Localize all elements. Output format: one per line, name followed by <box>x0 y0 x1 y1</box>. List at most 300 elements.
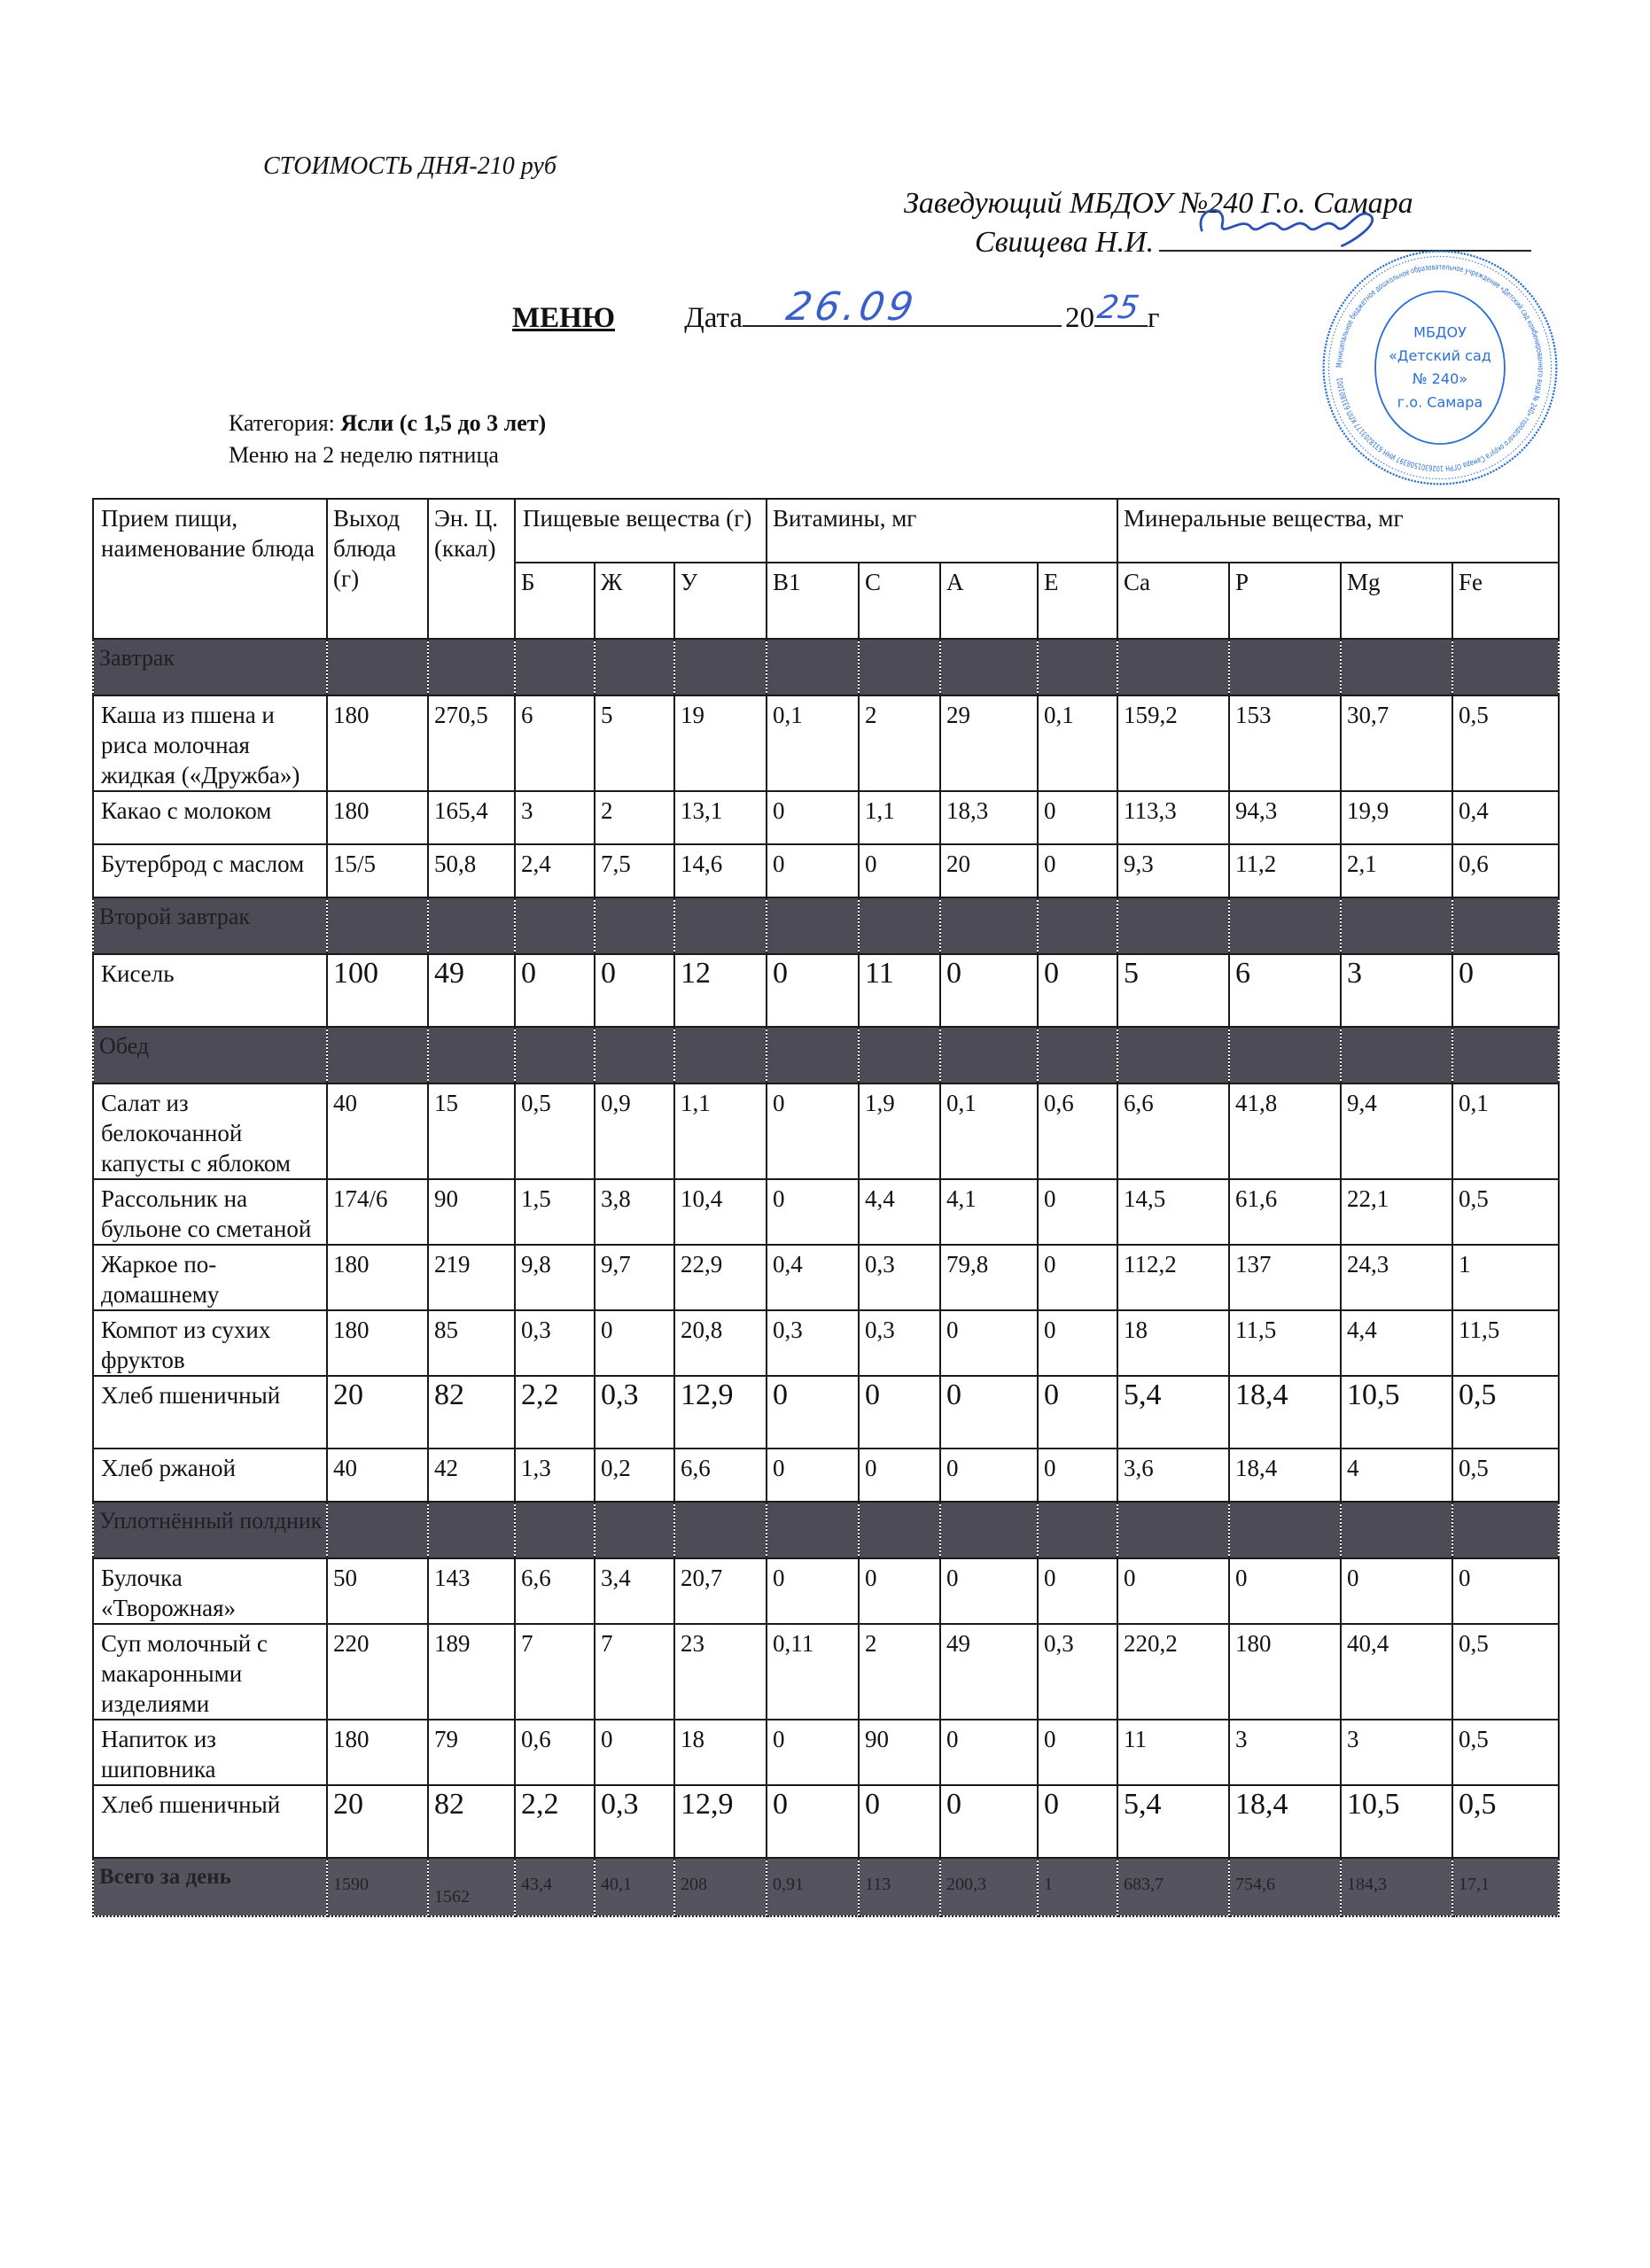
total-label: Всего за день <box>93 1858 327 1916</box>
stamp-line-1: МБДОУ <box>1413 323 1467 341</box>
value-cell: 2 <box>595 791 674 844</box>
value-cell: 0 <box>595 1310 674 1376</box>
table-row <box>93 1245 1559 1310</box>
total-value-text: 200,3 <box>946 1875 986 1894</box>
total-value-text: 113 <box>865 1875 891 1894</box>
value-cell: 6,6 <box>674 1449 767 1502</box>
value-cell: 61,6 <box>1229 1179 1341 1245</box>
value-cell: 1,1 <box>859 791 940 844</box>
total-value-text: 1590 <box>333 1875 369 1894</box>
value-cell: 6,6 <box>515 1558 595 1624</box>
value-cell: 0 <box>1038 954 1117 1027</box>
table-row <box>93 1558 1559 1624</box>
col-header-sub: A <box>940 563 1038 639</box>
section-cell <box>327 639 428 695</box>
value-cell: 0,5 <box>1452 1449 1559 1502</box>
value-cell: 90 <box>428 1179 515 1245</box>
value-cell: 0 <box>940 954 1038 1027</box>
value-cell: 0,5 <box>1452 1179 1559 1245</box>
total-value-text: 1562 <box>434 1887 470 1907</box>
section-cell <box>1341 1027 1452 1084</box>
section-cell <box>515 897 595 954</box>
value-cell: 40 <box>327 1084 428 1179</box>
section-cell <box>859 1502 940 1558</box>
value-cell: 20,7 <box>674 1558 767 1624</box>
section-cell <box>859 1027 940 1084</box>
category-label: Категория: <box>229 410 335 436</box>
menu-title: МЕНЮ <box>512 302 615 334</box>
value-cell: 0,5 <box>1452 695 1559 791</box>
total-value-text: 43,4 <box>521 1875 552 1894</box>
value-cell: 90 <box>859 1720 940 1785</box>
section-cell <box>1229 639 1341 695</box>
section-cell <box>1341 897 1452 954</box>
value-cell: 0 <box>1452 954 1559 1027</box>
svg-text:Муниципальное бюджетное дошкол <box>1335 263 1545 472</box>
total-value-text: 683,7 <box>1124 1875 1164 1894</box>
menu-table <box>92 498 1560 1917</box>
section-cell <box>1452 1027 1559 1084</box>
value-cell: 0 <box>1038 791 1117 844</box>
value-cell: 0 <box>940 1449 1038 1502</box>
col-header-sub: P <box>1229 563 1341 639</box>
section-cell <box>1452 897 1559 954</box>
value-cell: 0,5 <box>1452 1624 1559 1720</box>
table-row <box>93 1449 1559 1502</box>
section-cell <box>1038 897 1117 954</box>
menu-heading <box>512 284 1160 335</box>
value-cell: 6,6 <box>1117 1084 1229 1179</box>
value-cell: 4,4 <box>859 1179 940 1245</box>
value-cell: 0 <box>940 1785 1038 1858</box>
value-cell: 0 <box>767 1720 859 1785</box>
section-cell <box>1229 1502 1341 1558</box>
section-cell <box>327 1027 428 1084</box>
value-cell: 6 <box>1229 954 1341 1027</box>
value-cell: 0 <box>1038 1179 1117 1245</box>
value-cell: 6 <box>515 695 595 791</box>
value-cell: 7 <box>595 1624 674 1720</box>
value-cell: 18 <box>1117 1310 1229 1376</box>
value-cell: 0,5 <box>1452 1785 1559 1858</box>
value-cell: 0 <box>1038 1720 1117 1785</box>
value-cell: 0,2 <box>595 1449 674 1502</box>
section-cell <box>1452 639 1559 695</box>
stamp-ring-text: Муниципальное бюджетное дошкольное образовательное учреждение «Детский сад комбинированного вида № 240» городского округа Самара ОГРН 1026301508397 ИНН 6318203177 КПП 631801001 <box>1335 263 1545 472</box>
value-cell: 0 <box>859 1785 940 1858</box>
value-cell: 270,5 <box>428 695 515 791</box>
value-cell: 0 <box>1038 1449 1117 1502</box>
table-row <box>93 1376 1559 1449</box>
dish-name: Хлеб пшеничный <box>93 1376 327 1449</box>
value-cell: 41,8 <box>1229 1084 1341 1179</box>
institution-stamp-icon <box>1320 248 1560 487</box>
value-cell: 0,6 <box>1452 844 1559 897</box>
approver-title: Заведующий МБДОУ №240 Г.о. Самара <box>904 187 1413 220</box>
value-cell: 0 <box>767 1179 859 1245</box>
value-cell: 18,4 <box>1229 1376 1341 1449</box>
value-cell: 15 <box>428 1084 515 1179</box>
value-cell: 12 <box>674 954 767 1027</box>
value-cell: 0,6 <box>515 1720 595 1785</box>
value-cell: 79 <box>428 1720 515 1785</box>
total-value <box>859 1858 940 1916</box>
year-field <box>1094 290 1148 327</box>
value-cell: 19 <box>674 695 767 791</box>
dish-name: Бутерброд с маслом <box>93 844 327 897</box>
table-row <box>93 1310 1559 1376</box>
total-value <box>595 1858 674 1916</box>
total-value <box>1452 1858 1559 1916</box>
total-value <box>327 1858 428 1916</box>
value-cell: 50,8 <box>428 844 515 897</box>
value-cell: 2 <box>859 695 940 791</box>
value-cell: 20 <box>940 844 1038 897</box>
section-cell <box>859 897 940 954</box>
value-cell: 7,5 <box>595 844 674 897</box>
value-cell: 0,11 <box>767 1624 859 1720</box>
value-cell: 9,3 <box>1117 844 1229 897</box>
section-cell <box>1341 1502 1452 1558</box>
value-cell: 23 <box>674 1624 767 1720</box>
value-cell: 0 <box>1038 1310 1117 1376</box>
menu-week: Меню на 2 неделю пятница <box>229 442 499 468</box>
section-cell <box>515 1027 595 1084</box>
section-row <box>93 1027 1559 1084</box>
value-cell: 29 <box>940 695 1038 791</box>
total-value-text: 754,6 <box>1235 1875 1275 1894</box>
dish-name: Напиток из шиповника <box>93 1720 327 1785</box>
section-cell <box>767 639 859 695</box>
section-cell <box>859 639 940 695</box>
value-cell: 0 <box>595 1720 674 1785</box>
col-header-name: Прием пищи, наименование блюда <box>93 499 327 639</box>
section-cell <box>1117 1502 1229 1558</box>
value-cell: 22,9 <box>674 1245 767 1310</box>
value-cell: 0,1 <box>1038 695 1117 791</box>
value-cell: 12,9 <box>674 1376 767 1449</box>
value-cell: 220,2 <box>1117 1624 1229 1720</box>
value-cell: 174/6 <box>327 1179 428 1245</box>
value-cell: 0,6 <box>1038 1084 1117 1179</box>
section-cell <box>940 1502 1038 1558</box>
value-cell: 0 <box>767 1376 859 1449</box>
table-row <box>93 1179 1559 1245</box>
section-cell <box>1341 639 1452 695</box>
year-prefix: 20 <box>1065 302 1095 334</box>
total-value <box>1229 1858 1341 1916</box>
col-header-sub: У <box>674 563 767 639</box>
value-cell: 0,9 <box>595 1084 674 1179</box>
value-cell: 1,9 <box>859 1084 940 1179</box>
total-value-text: 0,91 <box>773 1875 804 1894</box>
value-cell: 24,3 <box>1341 1245 1452 1310</box>
total-value <box>1341 1858 1452 1916</box>
value-cell: 7 <box>515 1624 595 1720</box>
total-value-text: 208 <box>681 1875 707 1894</box>
value-cell: 0,1 <box>1452 1084 1559 1179</box>
value-cell: 49 <box>428 954 515 1027</box>
section-cell <box>1452 1502 1559 1558</box>
value-cell: 113,3 <box>1117 791 1229 844</box>
value-cell: 0,5 <box>515 1084 595 1179</box>
value-cell: 0,3 <box>595 1376 674 1449</box>
value-cell: 42 <box>428 1449 515 1502</box>
section-cell <box>428 639 515 695</box>
section-cell <box>674 897 767 954</box>
value-cell: 79,8 <box>940 1245 1038 1310</box>
value-cell: 0,5 <box>1452 1720 1559 1785</box>
approver-name: Свищева Н.И. <box>975 226 1155 259</box>
value-cell: 2,4 <box>515 844 595 897</box>
value-cell: 0 <box>767 1084 859 1179</box>
value-cell: 0 <box>1452 1558 1559 1624</box>
value-cell: 189 <box>428 1624 515 1720</box>
value-cell: 40,4 <box>1341 1624 1452 1720</box>
value-cell: 94,3 <box>1229 791 1341 844</box>
value-cell: 5 <box>1117 954 1229 1027</box>
section-row <box>93 1502 1559 1558</box>
value-cell: 2,2 <box>515 1785 595 1858</box>
col-header-sub: Ж <box>595 563 674 639</box>
section-cell <box>428 1502 515 1558</box>
section-cell <box>515 1502 595 1558</box>
total-value <box>767 1858 859 1916</box>
header-row-groups <box>93 499 1559 563</box>
value-cell: 180 <box>327 791 428 844</box>
col-header-yield: Выход блюда (г) <box>327 499 428 639</box>
value-cell: 14,6 <box>674 844 767 897</box>
col-header-vitamins: Витамины, мг <box>767 499 1117 563</box>
value-cell: 0 <box>767 954 859 1027</box>
value-cell: 3 <box>1341 1720 1452 1785</box>
value-cell: 20 <box>327 1785 428 1858</box>
category-value: Ясли (с 1,5 до 3 лет) <box>340 410 547 436</box>
table-row <box>93 695 1559 791</box>
section-cell <box>674 1027 767 1084</box>
value-cell: 0 <box>859 1376 940 1449</box>
value-cell: 11,2 <box>1229 844 1341 897</box>
value-cell: 4,1 <box>940 1179 1038 1245</box>
dish-name: Салат из белокочанной капусты с яблоком <box>93 1084 327 1179</box>
section-cell <box>1038 1027 1117 1084</box>
value-cell: 180 <box>1229 1624 1341 1720</box>
value-cell: 0 <box>515 954 595 1027</box>
value-cell: 3 <box>1341 954 1452 1027</box>
value-cell: 10,5 <box>1341 1785 1452 1858</box>
value-cell: 159,2 <box>1117 695 1229 791</box>
value-cell: 11,5 <box>1452 1310 1559 1376</box>
dish-name: Компот из сухих фруктов <box>93 1310 327 1376</box>
col-header-sub: E <box>1038 563 1117 639</box>
value-cell: 0 <box>767 1449 859 1502</box>
total-row <box>93 1858 1559 1916</box>
col-header-sub: Mg <box>1341 563 1452 639</box>
total-value-text: 17,1 <box>1459 1875 1490 1894</box>
value-cell: 0 <box>940 1558 1038 1624</box>
value-cell: 220 <box>327 1624 428 1720</box>
section-cell <box>327 1502 428 1558</box>
value-cell: 0 <box>1038 1376 1117 1449</box>
col-header-sub: Б <box>515 563 595 639</box>
value-cell: 0 <box>859 844 940 897</box>
value-cell: 5 <box>595 695 674 791</box>
value-cell: 0 <box>940 1720 1038 1785</box>
value-cell: 11,5 <box>1229 1310 1341 1376</box>
value-cell: 2 <box>859 1624 940 1720</box>
section-title: Обед <box>93 1027 327 1084</box>
value-cell: 11 <box>859 954 940 1027</box>
col-header-sub: B1 <box>767 563 859 639</box>
value-cell: 165,4 <box>428 791 515 844</box>
table-row <box>93 1624 1559 1720</box>
value-cell: 50 <box>327 1558 428 1624</box>
table-row <box>93 1720 1559 1785</box>
dish-name: Жаркое по-домашнему <box>93 1245 327 1310</box>
category-block <box>229 408 546 471</box>
value-cell: 0,3 <box>595 1785 674 1858</box>
section-cell <box>1038 639 1117 695</box>
total-value-text: 1 <box>1044 1875 1053 1894</box>
section-row <box>93 897 1559 954</box>
value-cell: 40 <box>327 1449 428 1502</box>
dish-name: Хлеб пшеничный <box>93 1785 327 1858</box>
section-cell <box>1229 897 1341 954</box>
table-row <box>93 954 1559 1027</box>
dish-name: Какао с молоком <box>93 791 327 844</box>
value-cell: 18,4 <box>1229 1785 1341 1858</box>
value-cell: 180 <box>327 1310 428 1376</box>
section-cell <box>767 1502 859 1558</box>
section-cell <box>595 1027 674 1084</box>
value-cell: 3,8 <box>595 1179 674 1245</box>
section-cell <box>940 639 1038 695</box>
section-cell <box>1038 1502 1117 1558</box>
table-row <box>93 844 1559 897</box>
value-cell: 14,5 <box>1117 1179 1229 1245</box>
value-cell: 5,4 <box>1117 1785 1229 1858</box>
value-cell: 0,1 <box>767 695 859 791</box>
value-cell: 180 <box>327 1720 428 1785</box>
section-cell <box>327 897 428 954</box>
col-header-sub: Fe <box>1452 563 1559 639</box>
year-value: 25 <box>1094 290 1142 326</box>
value-cell: 0,3 <box>767 1310 859 1376</box>
value-cell: 100 <box>327 954 428 1027</box>
value-cell: 3,4 <box>595 1558 674 1624</box>
value-cell: 0 <box>859 1558 940 1624</box>
section-row <box>93 639 1559 695</box>
value-cell: 0,3 <box>859 1245 940 1310</box>
col-header-energy: Эн. Ц. (ккал) <box>428 499 515 639</box>
value-cell: 0 <box>767 1558 859 1624</box>
dish-name: Кисель <box>93 954 327 1027</box>
total-value <box>1038 1858 1117 1916</box>
value-cell: 0 <box>1038 844 1117 897</box>
value-cell: 153 <box>1229 695 1341 791</box>
value-cell: 0,3 <box>859 1310 940 1376</box>
value-cell: 0 <box>595 954 674 1027</box>
dish-name: Каша из пшена и риса молочная жидкая («Дружба») <box>93 695 327 791</box>
section-title: Уплотнённый полдник <box>93 1502 327 1558</box>
value-cell: 4,4 <box>1341 1310 1452 1376</box>
total-value <box>674 1858 767 1916</box>
value-cell: 219 <box>428 1245 515 1310</box>
value-cell: 20 <box>327 1376 428 1449</box>
value-cell: 13,1 <box>674 791 767 844</box>
value-cell: 0 <box>767 844 859 897</box>
value-cell: 18,4 <box>1229 1449 1341 1502</box>
value-cell: 10,5 <box>1341 1376 1452 1449</box>
value-cell: 22,1 <box>1341 1179 1452 1245</box>
value-cell: 2,1 <box>1341 844 1452 897</box>
value-cell: 0 <box>940 1376 1038 1449</box>
total-value <box>1117 1858 1229 1916</box>
value-cell: 0 <box>1038 1245 1117 1310</box>
total-value-text: 184,3 <box>1347 1875 1387 1894</box>
value-cell: 4 <box>1341 1449 1452 1502</box>
section-title: Второй завтрак <box>93 897 327 954</box>
section-cell <box>428 1027 515 1084</box>
value-cell: 112,2 <box>1117 1245 1229 1310</box>
value-cell: 1,1 <box>674 1084 767 1179</box>
value-cell: 18 <box>674 1720 767 1785</box>
value-cell: 0 <box>1341 1558 1452 1624</box>
table-row <box>93 1084 1559 1179</box>
value-cell: 5,4 <box>1117 1376 1229 1449</box>
value-cell: 9,4 <box>1341 1084 1452 1179</box>
stamp-line-2: «Детский сад <box>1389 346 1491 364</box>
value-cell: 137 <box>1229 1245 1341 1310</box>
value-cell: 2,2 <box>515 1376 595 1449</box>
value-cell: 20,8 <box>674 1310 767 1376</box>
value-cell: 82 <box>428 1785 515 1858</box>
day-cost: СТОИМОСТЬ ДНЯ-210 руб <box>263 152 556 180</box>
total-value-text: 40,1 <box>601 1875 632 1894</box>
section-cell <box>767 1027 859 1084</box>
value-cell: 0,4 <box>1452 791 1559 844</box>
section-cell <box>674 1502 767 1558</box>
value-cell: 49 <box>940 1624 1038 1720</box>
value-cell: 18,3 <box>940 791 1038 844</box>
table-row <box>93 1785 1559 1858</box>
total-value <box>428 1858 515 1916</box>
section-cell <box>1117 639 1229 695</box>
section-cell <box>940 897 1038 954</box>
value-cell: 1 <box>1452 1245 1559 1310</box>
col-header-sub: C <box>859 563 940 639</box>
value-cell: 9,8 <box>515 1245 595 1310</box>
value-cell: 0 <box>940 1310 1038 1376</box>
date-label: Дата <box>684 302 743 334</box>
section-cell <box>767 897 859 954</box>
value-cell: 0 <box>1038 1558 1117 1624</box>
value-cell: 180 <box>327 1245 428 1310</box>
value-cell: 0,3 <box>515 1310 595 1376</box>
date-field <box>743 284 1062 330</box>
value-cell: 0 <box>767 1785 859 1858</box>
date-value: 26.09 <box>782 284 921 330</box>
value-cell: 82 <box>428 1376 515 1449</box>
value-cell: 1,3 <box>515 1449 595 1502</box>
section-cell <box>940 1027 1038 1084</box>
value-cell: 30,7 <box>1341 695 1452 791</box>
section-cell <box>674 639 767 695</box>
value-cell: 19,9 <box>1341 791 1452 844</box>
section-cell <box>595 1502 674 1558</box>
value-cell: 0,3 <box>1038 1624 1117 1720</box>
dish-name: Суп молочный с макаронными изделиями <box>93 1624 327 1720</box>
